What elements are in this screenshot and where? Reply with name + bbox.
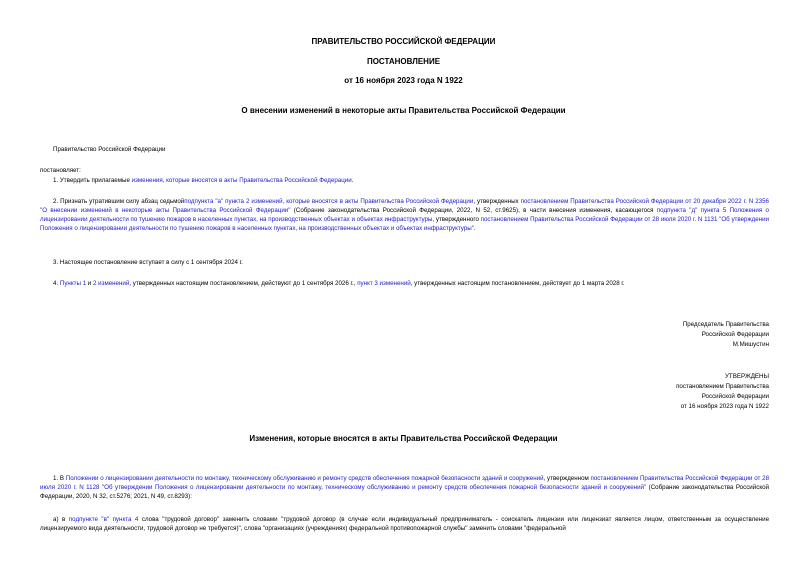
signature-block: Председатель Правительства Российской Федерации М.Мишустин: [682, 321, 769, 348]
link-resolution-1131[interactable]: постановлением Правительства Российской Федерации от 28 июля 2020 г. N 1131 "Об утверждении Положения о лицензировании деятельности по тушению пожаров в населенных пунктах, на производственных объектах и объектах инфраструктуры": [40, 216, 769, 232]
link-resolution-1128[interactable]: постановлением Правительства Российской Федерации от 28 июля 2020 г. N 1128 "Об утверждении Положения о лицензировании деятельности по монтажу, техническому обслуживанию и ремонту средств обеспечения пожарной безопасности зданий и сооружений": [40, 475, 770, 491]
paragraph-2: 2. Признать утратившим силу абзац седьмойподпункта "а" пункта 2 изменений, которые вносятся в акты Правительства Российской Федерации, утвержденных постановлением Правительства Российской Федерации от 20 декабря 2022 г. N 2356 "О внесении изменений в некоторые акты Правительства Российской Федерации" (Собрание законодательства Российской Федерации, 2022, N 52, ст.9625), в части внесения изменения, касающегося подпункта "д" пункта 5 Положения о лицензировании деятельности по тушению пожаров в населенных пунктах, на производственных объектах и объектах инфраструктуры, утвержденного постановлением Правительства Российской Федерации от 28 июля 2020 г. N 1131 "Об утверждении Положения о лицензировании деятельности по тушению пожаров в населенных пунктах, на производственных объектах и объектах инфраструктуры".: [40, 198, 769, 232]
document-title: О внесении изменений в некоторые акты Правительства Российской Федерации: [241, 106, 566, 115]
approval-block: УТВЕРЖДЕНЫ постановлением Правительства Российской Федерации от 16 ноября 2023 года N 1922: [676, 373, 769, 410]
changes-subpoint-a: а) в подпункте "в" пункта 4 слова "трудовой договор" заменить словами "трудовой договор (в случае если индивидуальный предприниматель - соискатель лицензии или лицензиат является лицом, ответственным за осуществление лицензируемого вида деятельности, трудовой договор не требуется)", слова "организациях (учреждениях) федеральной противопожарной службы" заменить словами "федеральной: [40, 516, 770, 532]
paragraph-1: 1. Утвердить прилагаемые изменения, которые вносятся в акты Правительства Российской Федерации.: [53, 177, 354, 184]
paragraph-3: 3. Настоящее постановление вступает в силу с 1 сентября 2024 г.: [53, 259, 243, 266]
government-heading: ПРАВИТЕЛЬСТВО РОССИЙСКОЙ ФЕДЕРАЦИИ: [311, 37, 496, 46]
link-subpoint-a[interactable]: подпункта "а" пункта 2 изменений, которые вносятся в акты Правительства Российской Федерации: [184, 198, 474, 205]
link-subpoint-d[interactable]: подпункта "д" пункта 5 Положения о лицензировании деятельности по тушению пожаров в населенных пунктах, на производственных объектах и объектах инфраструктуры: [40, 207, 769, 223]
resolves-text: постановляет:: [40, 167, 81, 174]
link-point-3[interactable]: пункт 3 изменений: [357, 280, 411, 287]
changes-title: Изменения, которые вносятся в акты Правительства Российской Федерации: [249, 434, 558, 443]
changes-paragraph-1: 1. В Положении о лицензировании деятельности по монтажу, техническому обслуживанию и ремонту средств обеспечения пожарной безопасности зданий и сооружений, утвержденном постановлением Правительства Российской Федерации от 28 июля 2020 г. N 1128 "Об утверждении Положения о лицензировании деятельности по монтажу, техническому обслуживанию и ремонту средств обеспечения пожарной безопасности зданий и сооружений" (Собрание законодательства Российской Федерации, 2020, N 32, ст.5276; 2021, N 49, ст.8293):: [40, 475, 770, 500]
paragraph-4: 4. Пункты 1 и 2 изменений, утвержденных настоящим постановлением, действуют до 1 сентября 2026 г., пункт 3 изменений, утвержденных настоящим постановлением, действует до 1 марта 2028 г.: [53, 280, 625, 287]
government-name: Правительство Российской Федерации: [53, 146, 166, 153]
link-regulation-fire-safety[interactable]: Положении о лицензировании деятельности по монтажу, техническому обслуживанию и ремонту средств обеспечения пожарной безопасности зданий и сооружений: [65, 475, 544, 482]
document-date: от 16 ноября 2023 года N 1922: [344, 76, 463, 85]
link-points-1[interactable]: Пункты 1: [59, 280, 87, 287]
document-type: ПОСТАНОВЛЕНИЕ: [366, 57, 441, 66]
link-subpoint-v[interactable]: подпункте "в" пункта 4: [68, 516, 139, 523]
link-changes[interactable]: изменения, которые вносятся в акты Правительства Российской Федерации: [131, 177, 352, 184]
link-points-2[interactable]: 2 изменений: [92, 280, 130, 287]
link-resolution-2356[interactable]: постановлением Правительства Российской Федерации от 20 декабря 2022 г. N 2356 "О внесении изменений в некоторые акты Правительства Российской Федерации": [40, 198, 769, 214]
